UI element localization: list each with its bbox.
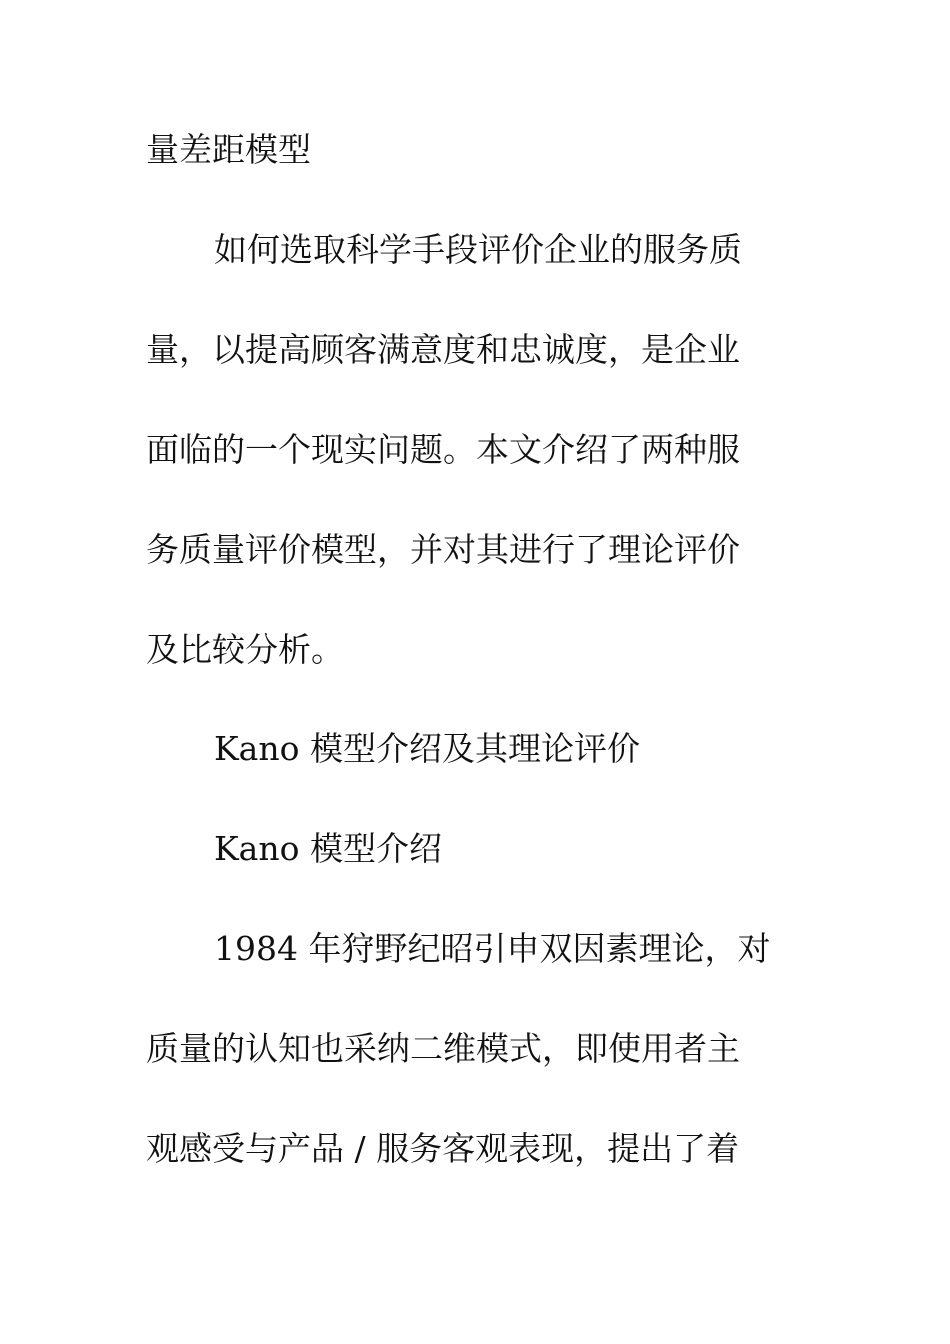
text-line-9: 1984 年狩野纪昭引申双因素理论，对 bbox=[214, 929, 771, 968]
text-line-3: 量，以提高顾客满意度和忠诚度，是企业 bbox=[146, 330, 740, 369]
text-line-5: 务质量评价模型，并对其进行了理论评价 bbox=[146, 530, 740, 569]
text-line-2: 如何选取科学手段评价企业的服务质 bbox=[214, 230, 742, 269]
text-line-4: 面临的一个现实问题。本文介绍了两种服 bbox=[146, 430, 740, 469]
section-heading: Kano 模型介绍及其理论评价 bbox=[214, 729, 640, 768]
text-line-6: 及比较分析。 bbox=[146, 630, 344, 669]
text-line-1: 量差距模型 bbox=[146, 130, 311, 169]
text-line-10: 质量的认知也采纳二维模式，即使用者主 bbox=[146, 1029, 740, 1068]
subsection-heading: Kano 模型介绍 bbox=[214, 829, 442, 868]
text-line-11: 观感受与产品 / 服务客观表现，提出了着 bbox=[146, 1129, 740, 1168]
